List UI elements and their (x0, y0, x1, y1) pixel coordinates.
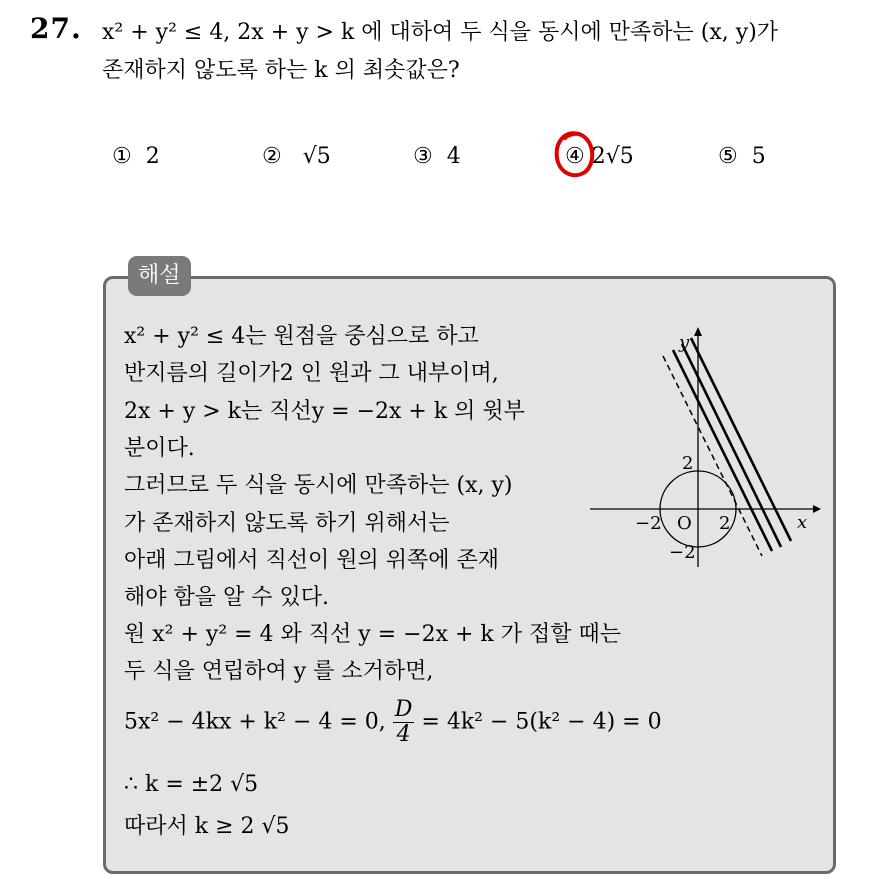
fraction-denominator: 4 (396, 722, 411, 747)
origin-label: O (677, 513, 692, 534)
choice-1-mark: ① (112, 144, 132, 169)
solution-line-9: 원 x² + y² = 4 와 직선 y = −2x + k 가 접할 때는 (124, 622, 621, 647)
tick-neg-x: −2 (635, 513, 662, 534)
choice-2[interactable] (262, 144, 331, 169)
choice-5-mark: ⑤ (718, 144, 738, 169)
x-axis-label: x (797, 512, 808, 533)
equation-left: 5x² − 4kx + k² − 4 = 0, (124, 709, 386, 735)
question-text-line2: 존재하지 않도록 하는 k 의 최솟값은? (102, 58, 460, 83)
solution-line-2: 반지름의 길이가2 인 원과 그 내부이며, (124, 361, 499, 386)
solution-tab: 해설 (128, 256, 191, 296)
choice-2-value: √5 (302, 144, 331, 169)
choice-3[interactable] (413, 144, 461, 169)
choice-3-mark: ③ (413, 144, 433, 169)
choice-3-value: 4 (446, 144, 461, 169)
solution-line-4: 분이다. (124, 436, 195, 461)
solution-line-10: 두 식을 연립하여 y 를 소거하면, (124, 659, 434, 684)
solution-therefore: ∴ k = ±2 √5 (124, 772, 259, 797)
tick-pos-y: 2 (682, 453, 694, 474)
choice-5-value: 5 (751, 144, 766, 169)
solution-equation (124, 698, 662, 747)
y-axis-arrow (694, 327, 702, 336)
solution-line-8: 해야 함을 알 수 있다. (124, 585, 329, 610)
tick-neg-y: −2 (669, 542, 696, 563)
discriminant-fraction (393, 698, 415, 747)
line-3 (691, 338, 791, 541)
solution-graph (585, 322, 825, 572)
solution-conclusion: 따라서 k ≥ 2 √5 (124, 814, 290, 839)
solution-line-1: x² + y² ≤ 4는 원점을 중심으로 하고 (124, 324, 479, 349)
equation-right: = 4k² − 5(k² − 4) = 0 (421, 709, 662, 735)
choice-2-mark: ② (262, 144, 282, 169)
line-2 (682, 344, 781, 547)
fraction-numerator: D (394, 697, 413, 722)
solution-line-3: 2x + y > k는 직선y = −2x + k 의 윗부 (124, 399, 525, 424)
solution-line-6: 가 존재하지 않도록 하기 위해서는 (124, 511, 450, 536)
solution-line-5: 그러므로 두 식을 동시에 만족하는 (x, y) (124, 473, 513, 498)
choice-4-mark: ④ (565, 144, 585, 169)
x-axis-arrow (813, 505, 821, 513)
choice-4-value: 2√5 (591, 144, 634, 169)
solution-line-7: 아래 그림에서 직선이 원의 위쪽에 존재 (124, 548, 499, 573)
choice-1-value: 2 (145, 144, 160, 169)
choice-5[interactable] (718, 144, 766, 169)
question-number: 27. (30, 12, 82, 45)
choice-1[interactable] (112, 144, 160, 169)
y-axis-label: y (679, 332, 690, 353)
answer-circle-mark (553, 128, 599, 184)
tick-pos-x: 2 (719, 513, 731, 534)
question-text-line1: x² + y² ≤ 4, 2x + y > k 에 대하여 두 식을 동시에 만족하는 (x, y)가 (102, 20, 779, 45)
